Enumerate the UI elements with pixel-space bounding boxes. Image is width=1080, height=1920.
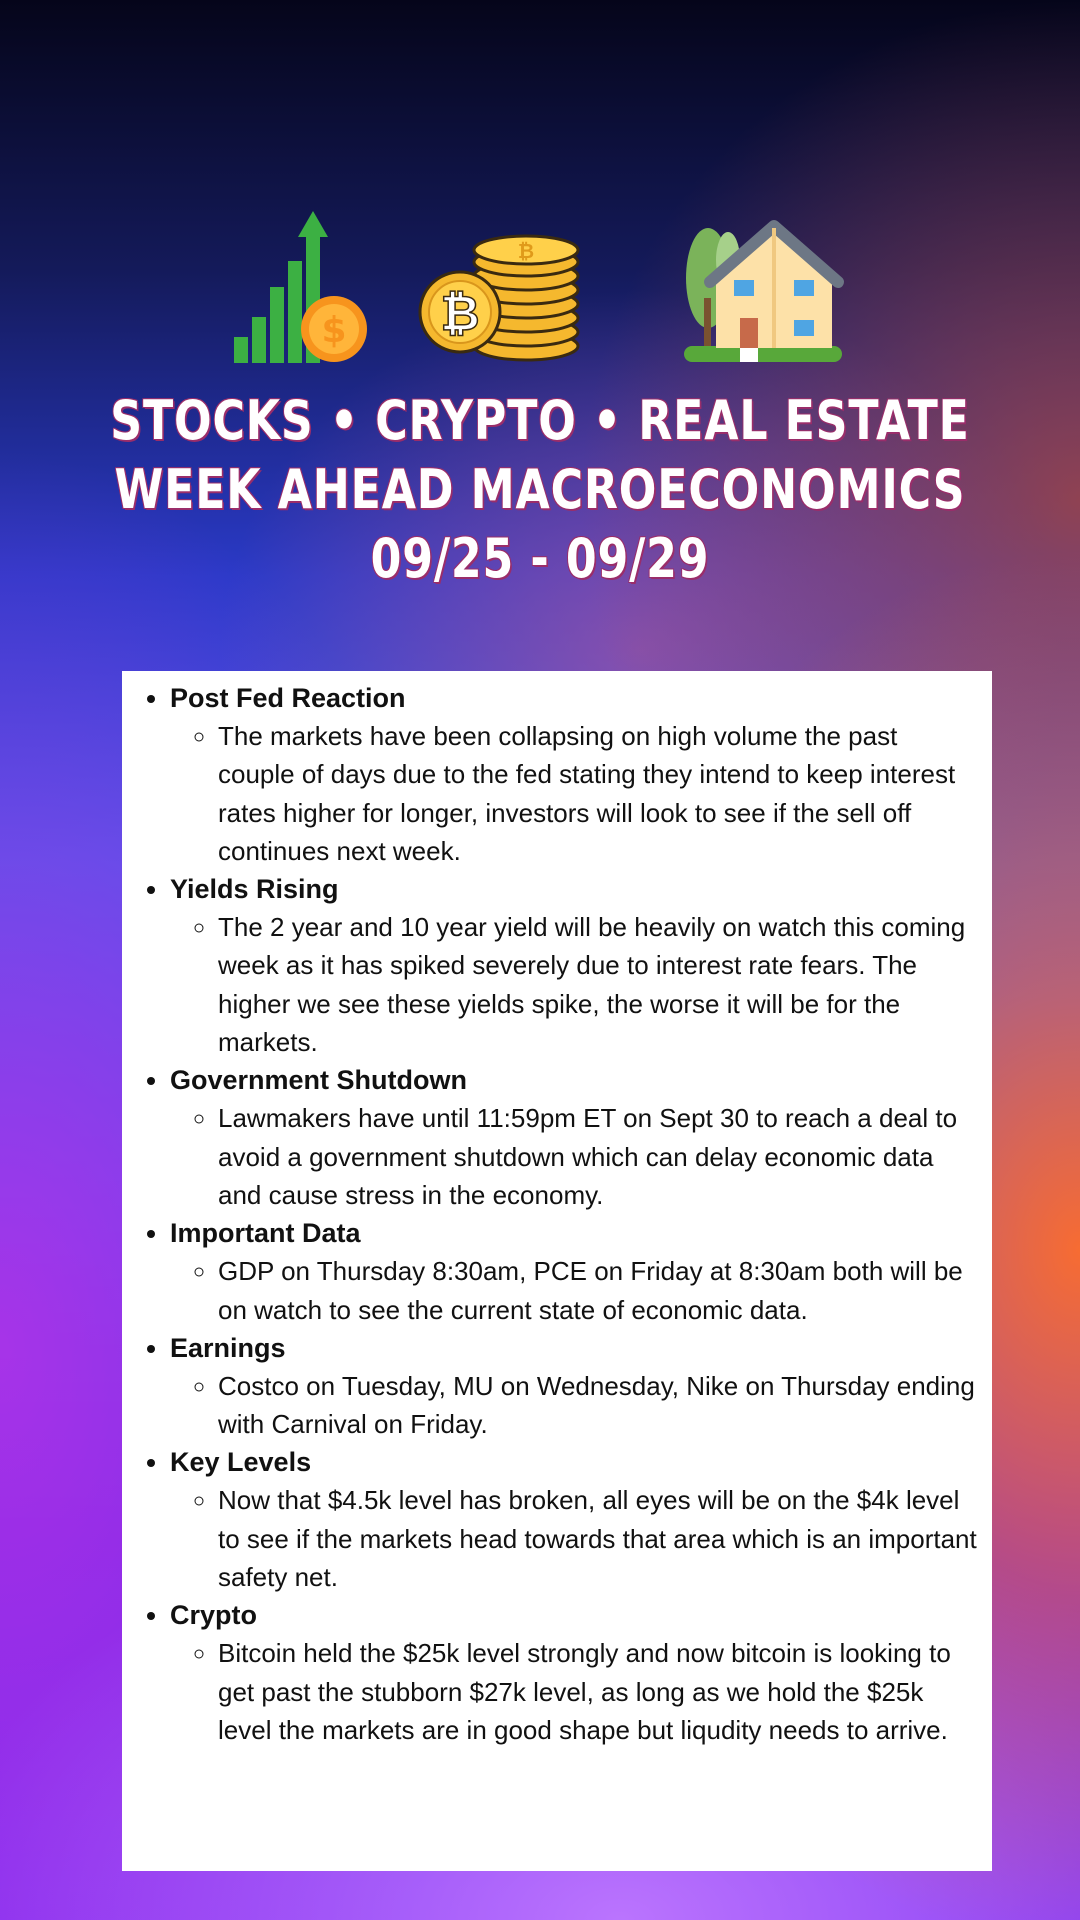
topics-panel	[122, 671, 992, 1871]
topic-heading: Yields Rising	[170, 874, 339, 905]
svg-text:₿: ₿	[517, 239, 535, 263]
header-icons	[0, 0, 1080, 380]
title-line-sectors: STOCKS • CRYPTO • REAL ESTATE	[110, 389, 970, 452]
topic-item	[170, 1329, 978, 1444]
topic-detail: ◦ The markets have been collapsing on high volume the past couple of days due to the fed stating they intend to keep interest rates higher for longer, investors will look to see if the sell off continues next week.	[218, 717, 978, 870]
topic-item	[170, 1443, 978, 1596]
topic-item	[170, 1596, 978, 1749]
house-icon	[678, 208, 848, 366]
topic-detail: ◦ The 2 year and 10 year yield will be heavily on watch this coming week as it has spiked severely due to interest rate fears. The higher we see these yields spike, the worse it will be for the markets.	[218, 908, 978, 1061]
svg-text:₿: ₿	[440, 286, 480, 342]
topic-heading: Key Levels	[170, 1447, 312, 1478]
topic-detail: ◦ Lawmakers have until 11:59pm ET on Sept 30 to reach a deal to avoid a government shutdown which can delay economic data and cause stress in the economy.	[218, 1099, 978, 1214]
topic-heading: Crypto	[170, 1600, 257, 1631]
title-block	[0, 386, 1080, 593]
topic-detail: ◦ GDP on Thursday 8:30am, PCE on Friday at 8:30am both will be on watch to see the current state of economic data.	[218, 1252, 978, 1329]
topic-detail: ◦ Now that $4.5k level has broken, all eyes will be on the $4k level to see if the markets head towards that area which is an important safety net.	[218, 1481, 978, 1596]
topic-item	[170, 1214, 978, 1329]
topics-list	[122, 679, 978, 1749]
title-line-dates: 09/25 - 09/29	[370, 527, 710, 590]
topic-heading: Post Fed Reaction	[170, 683, 406, 713]
topic-heading: Important Data	[170, 1218, 361, 1249]
growth-chart-dollar-icon	[230, 205, 370, 365]
bitcoin-coins-icon	[418, 230, 588, 370]
topic-heading: Earnings	[170, 1332, 286, 1363]
topic-heading: Government Shutdown	[170, 1065, 467, 1096]
topic-item	[170, 1061, 978, 1214]
title-line-headline: WEEK AHEAD MACROECONOMICS	[114, 458, 966, 521]
svg-text:$: $	[321, 310, 347, 351]
topic-detail: ◦ Costco on Tuesday, MU on Wednesday, Nike on Thursday ending with Carnival on Friday.	[218, 1367, 978, 1444]
topic-item	[170, 870, 978, 1061]
topic-detail: ◦ Bitcoin held the $25k level strongly and now bitcoin is looking to get past the stubborn $27k level, as long as we hold the $25k level the markets are in good shape but liqudity needs to arrive.	[218, 1634, 978, 1749]
topic-item	[170, 679, 978, 870]
